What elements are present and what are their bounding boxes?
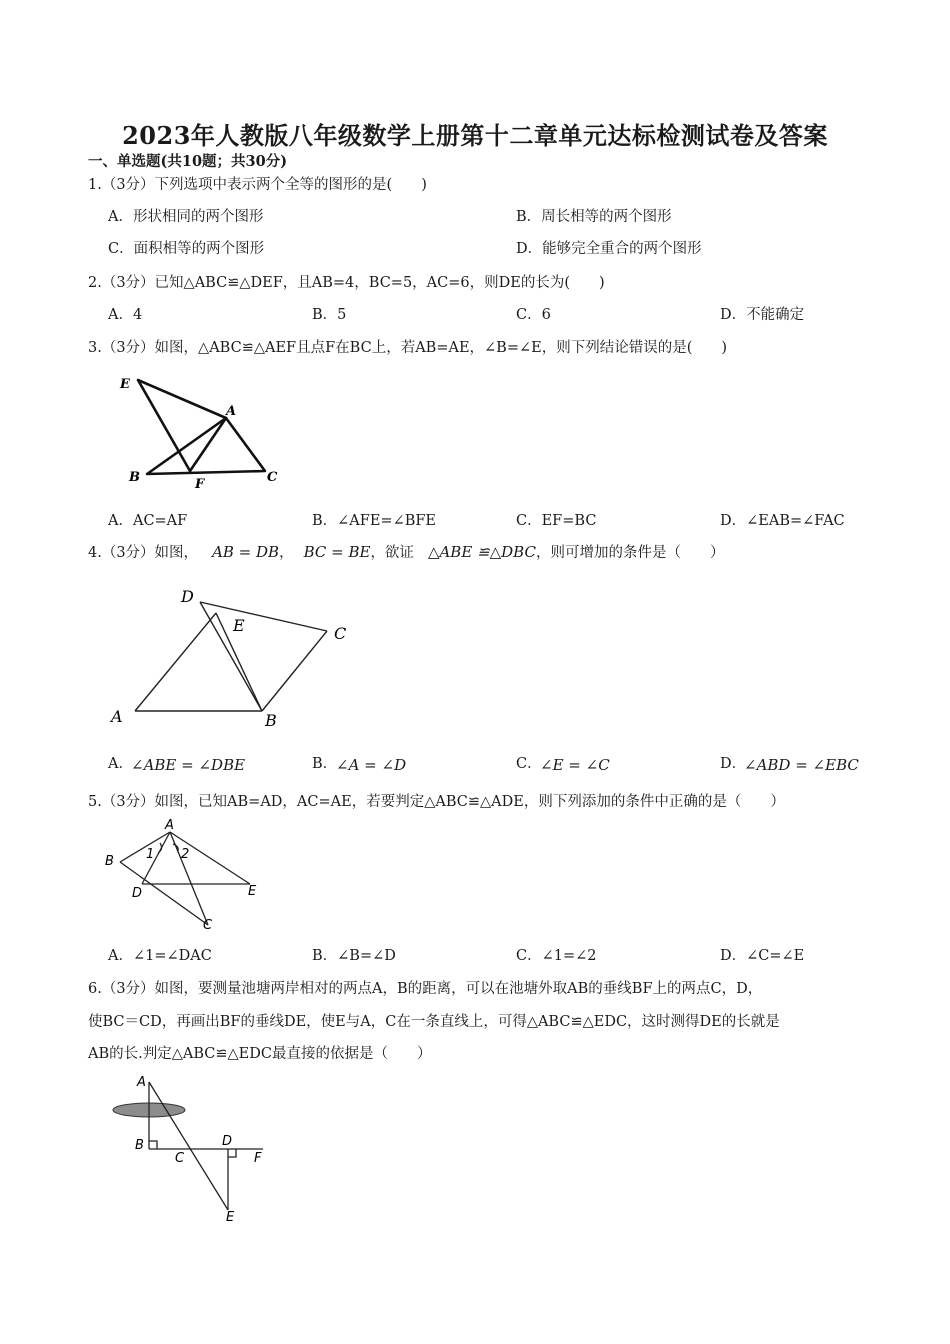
q5-figure (100, 815, 275, 935)
q6-right-angle-d (228, 1149, 236, 1157)
q5-option-d: D．∠C=∠E (720, 948, 805, 964)
q4-label-d: D (181, 587, 194, 606)
q3-figure (110, 370, 290, 494)
q5-label-c: C (203, 918, 213, 933)
q4-label-a: A (111, 707, 123, 726)
q4-target-congruence: △ABE ≌△DBC (427, 543, 536, 561)
q6-label-d: D (222, 1134, 233, 1149)
q4-option-d: ∠ABD = ∠EBC (744, 756, 859, 774)
q5-label-b: B (105, 854, 114, 869)
q4-option-c-label: C． (516, 756, 542, 772)
q6-label-f: F (254, 1151, 262, 1166)
q5-label-angle-1: 1 (146, 847, 155, 862)
q4-option-a-label: A． (108, 756, 133, 772)
q6-segment-ae (149, 1082, 228, 1210)
q3-option-d: D．∠EAB=∠FAC (720, 513, 845, 529)
q6-label-c: C (175, 1151, 185, 1166)
q4-segment-dc (200, 602, 327, 631)
q4-option-b-label: B． (312, 756, 338, 772)
q4-option-b: ∠A = ∠D (336, 756, 407, 774)
q4-option-d-label: D． (720, 756, 747, 772)
q4-label-c: C (334, 624, 347, 643)
q4-label-b: B (265, 711, 277, 730)
q6-label-b: B (135, 1138, 144, 1153)
q1-option-b: B．周长相等的两个图形 (516, 209, 672, 225)
q4-segment-cb (262, 631, 327, 711)
q6-label-e: E (226, 1210, 235, 1225)
q3-option-a: A．AC=AF (108, 513, 188, 529)
q5-label-e: E (248, 884, 257, 899)
question-5-stem: 5.（3分）如图，已知AB=AD，AC=AE，若要判定△ABC≌△ADE，则下列添加的条件中正确的是（ ） (88, 794, 785, 810)
q4-stem-suffix: ，则可增加的条件是（ ） (535, 545, 725, 561)
q4-stem-prefix: 4.（3分）如图， (88, 545, 199, 561)
question-3-stem: 3.（3分）如图，△ABC≌△AEF且点F在BC上，若AB=AE，∠B=∠E，则下列结论错误的是( ) (88, 340, 728, 356)
q3-label-b: B (129, 470, 140, 485)
question-6-line-3: AB的长.判定△ABC≌△EDC最直接的依据是（ ） (88, 1046, 432, 1062)
q4-condition-ab-db: AB = DB (212, 543, 280, 561)
q4-segment-db (200, 602, 262, 711)
q2-option-b: B．5 (312, 307, 347, 323)
question-4-stem (88, 541, 724, 562)
q6-label-a: A (137, 1075, 146, 1090)
q1-option-d: D．能够完全重合的两个图形 (516, 241, 702, 257)
q2-option-d: D．不能确定 (720, 307, 805, 323)
q2-option-c: C．6 (516, 307, 551, 323)
page-title: 2023年人教版八年级数学上册第十二章单元达标检测试卷及答案 (122, 121, 828, 150)
q3-label-e: E (120, 377, 130, 392)
q5-option-c: C．∠1=∠2 (516, 948, 597, 964)
q5-angle-1-arc (158, 843, 162, 853)
q4-option-a: ∠ABE = ∠DBE (131, 756, 246, 774)
q4-segment-ae (135, 613, 216, 711)
q5-label-a: A (165, 818, 174, 833)
q1-option-a: A．形状相同的两个图形 (108, 209, 264, 225)
q5-label-angle-2: 2 (181, 847, 190, 862)
q4-stem-middle: ，欲证 (370, 545, 414, 561)
question-6-line-1: 6.（3分）如图，要测量池塘两岸相对的两点A，B的距离，可以在池塘外取AB的垂线BF上的两点C，D， (88, 981, 763, 997)
q2-option-a: A．4 (108, 307, 143, 323)
q3-label-a: A (226, 404, 237, 419)
q5-option-b: B．∠B=∠D (312, 948, 396, 964)
question-1-stem: 1.（3分）下列选项中表示两个全等的图形的是( ) (88, 177, 427, 193)
q3-option-b: B．∠AFE=∠BFE (312, 513, 437, 529)
q5-label-d: D (132, 886, 143, 901)
q4-figure (105, 585, 365, 735)
q4-option-c: ∠E = ∠C (540, 756, 610, 774)
q1-option-c: C．面积相等的两个图形 (108, 241, 265, 257)
question-2-stem: 2.（3分）已知△ABC≌△DEF，且AB=4，BC=5，AC=6，则DE的长为( ) (88, 275, 605, 291)
q4-label-e: E (233, 616, 245, 635)
q4-condition-bc-be: BC = BE (303, 543, 371, 561)
q5-option-a: A．∠1=∠DAC (108, 948, 212, 964)
q3-triangle-aef (138, 380, 226, 471)
q3-label-f: F (195, 477, 205, 492)
q3-label-c: C (267, 470, 278, 485)
q4-separator: ， (279, 545, 294, 561)
q6-figure (105, 1070, 285, 1230)
section-heading: 一、单选题(共10题；共30分) (88, 153, 288, 170)
q6-right-angle-b (149, 1141, 157, 1149)
question-6-line-2: 使BC＝CD，再画出BF的垂线DE，使E与A，C在一条直线上，可得△ABC≌△EDC，这时测得DE的长就是 (88, 1014, 780, 1030)
q3-option-c: C．EF=BC (516, 513, 597, 529)
